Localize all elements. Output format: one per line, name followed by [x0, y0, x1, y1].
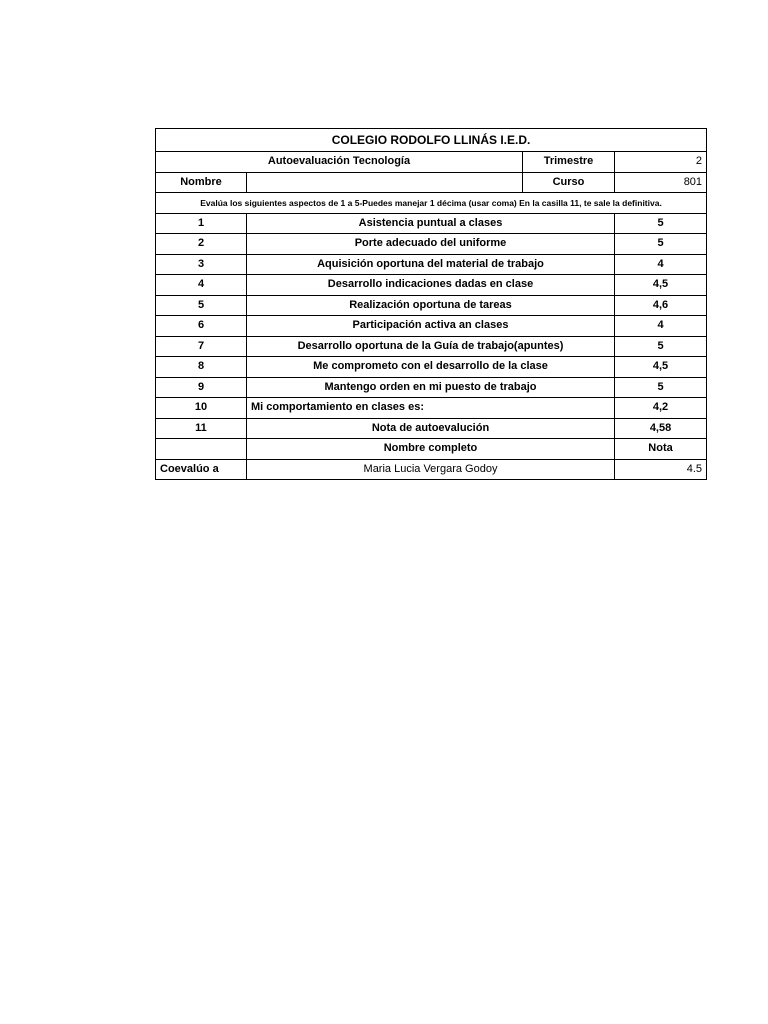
aspect-row: [156, 377, 707, 398]
empty-cell: [156, 439, 247, 460]
aspect-score-cell[interactable]: 5: [615, 377, 707, 398]
aspect-score-cell[interactable]: 4,6: [615, 295, 707, 316]
coeval-name-cell[interactable]: Maria Lucia Vergara Godoy: [247, 459, 615, 480]
coeval-grade-header: Nota: [615, 439, 707, 460]
coeval-name-header: Nombre completo: [247, 439, 615, 460]
aspect-label: Me comprometo con el desarrollo de la clase: [247, 357, 615, 378]
aspect-row: [156, 213, 707, 234]
name-label: Nombre: [156, 172, 247, 193]
aspect-number: 4: [156, 275, 247, 296]
title-row: [156, 129, 707, 152]
coeval-label: Coevalúo a: [156, 459, 247, 480]
aspect-label: Asistencia puntual a clases: [247, 213, 615, 234]
aspect-score-cell[interactable]: 4,5: [615, 275, 707, 296]
instructions-text: Evalúa los siguientes aspectos de 1 a 5-Puedes manejar 1 décima (usar coma) En la casilla 11, te sale la definitiva.: [156, 193, 707, 214]
aspect-number: 5: [156, 295, 247, 316]
aspect-score-cell[interactable]: 4: [615, 254, 707, 275]
aspect-label: Desarrollo indicaciones dadas en clase: [247, 275, 615, 296]
term-label: Trimestre: [523, 152, 615, 173]
aspect-number: 10: [156, 398, 247, 419]
aspect-row: [156, 254, 707, 275]
aspect-score-cell[interactable]: 5: [615, 234, 707, 255]
coeval-header-row: [156, 439, 707, 460]
aspect-score-cell[interactable]: 4: [615, 316, 707, 337]
aspect-row: [156, 275, 707, 296]
coeval-row: [156, 459, 707, 480]
aspect-label: Porte adecuado del uniforme: [247, 234, 615, 255]
school-title: COLEGIO RODOLFO LLINÁS I.E.D.: [156, 129, 707, 152]
aspect-number: 6: [156, 316, 247, 337]
aspect-number: 8: [156, 357, 247, 378]
aspect-number: 1: [156, 213, 247, 234]
final-number: 11: [156, 418, 247, 439]
aspect-label: Aquisición oportuna del material de trabajo: [247, 254, 615, 275]
aspect-score-cell[interactable]: 4,2: [615, 398, 707, 419]
aspect-number: 2: [156, 234, 247, 255]
aspect-label: Mi comportamiento en clases es:: [247, 398, 615, 419]
aspect-row: [156, 336, 707, 357]
evaluation-name: Autoevaluación Tecnología: [156, 152, 523, 173]
aspect-score-cell[interactable]: 5: [615, 336, 707, 357]
instructions-row: [156, 193, 707, 214]
aspect-row: [156, 316, 707, 337]
aspect-number: 3: [156, 254, 247, 275]
aspect-label: Desarrollo oportuna de la Guía de trabajo(apuntes): [247, 336, 615, 357]
term-value-cell[interactable]: 2: [615, 152, 707, 173]
aspect-score-cell[interactable]: 5: [615, 213, 707, 234]
final-score-cell: 4,58: [615, 418, 707, 439]
aspect-label: Mantengo orden en mi puesto de trabajo: [247, 377, 615, 398]
self-evaluation-table: [155, 128, 707, 480]
course-value-cell[interactable]: 801: [615, 172, 707, 193]
evaluation-row: [156, 152, 707, 173]
aspect-row: [156, 398, 707, 419]
final-label: Nota de autoevalución: [247, 418, 615, 439]
aspect-number: 7: [156, 336, 247, 357]
aspect-row: [156, 357, 707, 378]
aspect-row: [156, 234, 707, 255]
coeval-grade-cell[interactable]: 4.5: [615, 459, 707, 480]
course-label: Curso: [523, 172, 615, 193]
aspect-number: 9: [156, 377, 247, 398]
aspect-score-cell[interactable]: 4,5: [615, 357, 707, 378]
name-row: [156, 172, 707, 193]
aspect-label: Realización oportuna de tareas: [247, 295, 615, 316]
name-value-cell[interactable]: [247, 172, 523, 193]
final-grade-row: [156, 418, 707, 439]
aspect-row: [156, 295, 707, 316]
aspect-label: Participación activa an clases: [247, 316, 615, 337]
